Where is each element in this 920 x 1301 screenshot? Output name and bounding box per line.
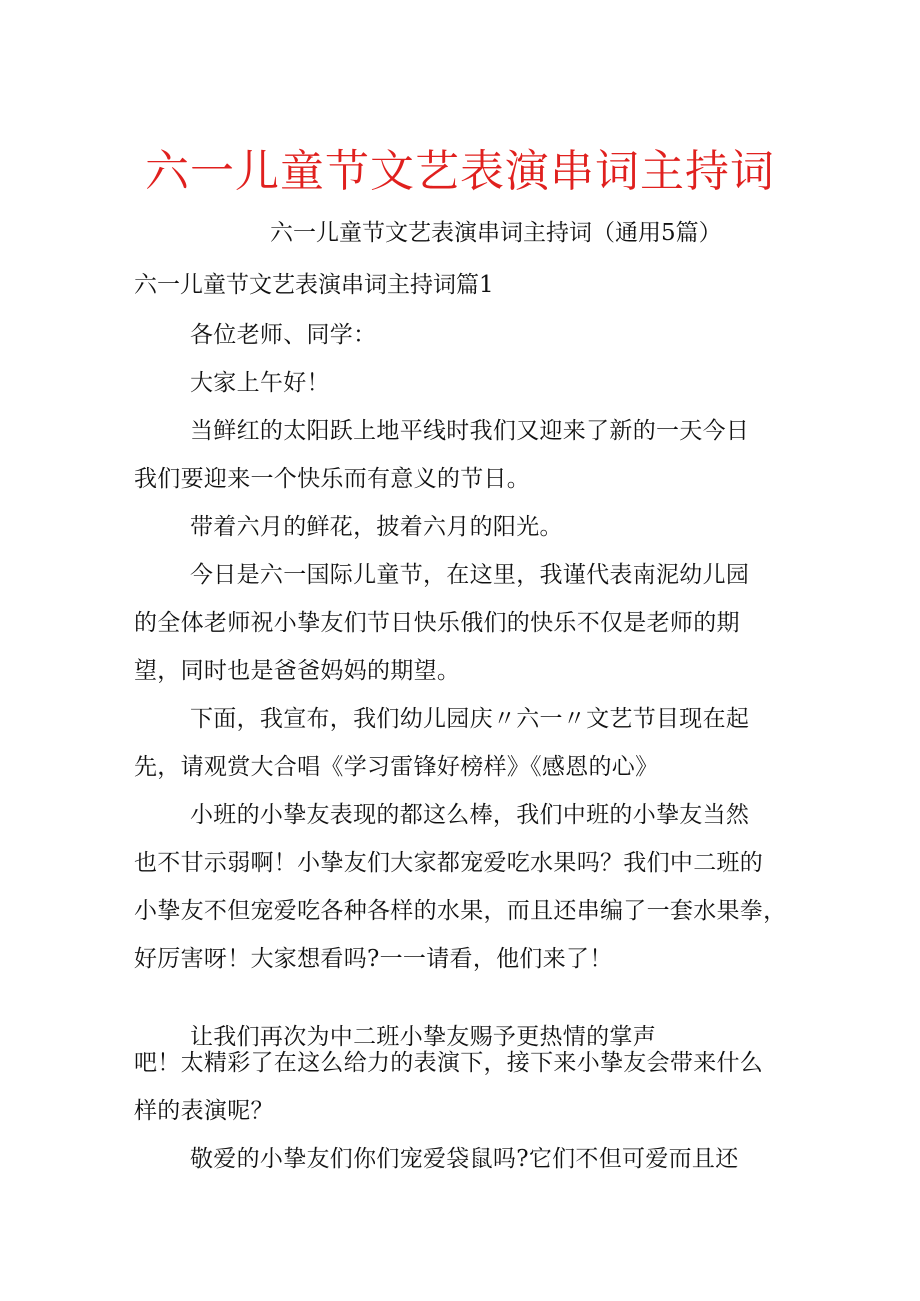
section-heading: 六一儿童节文艺表演串词主持词篇1 [134, 272, 494, 298]
paragraph-line: 望，同时也是爸爸妈妈的期望。 [134, 658, 461, 684]
paragraph-line: 大家上午好！ [190, 370, 330, 396]
paragraph-line: 我们要迎来一个快乐而有意义的节日。 [134, 466, 531, 492]
document-subtitle: 六一儿童节文艺表演串词主持词（通用5篇） [270, 220, 722, 246]
paragraph-line: 样的表演呢？ [134, 1098, 274, 1124]
paragraph-line: 带着六月的鲜花，披着六月的阳光。 [190, 514, 563, 540]
paragraph-line: 让我们再次为中二班小挚友赐予更热情的掌声 [190, 1024, 656, 1050]
paragraph-line: 小挚友不但宠爱吃各种各样的水果，而且还串编了一套水果拳， [134, 898, 787, 924]
paragraph-line: 小班的小挚友表现的都这么棒，我们中班的小挚友当然 [190, 802, 750, 828]
paragraph-line: 也不甘示弱啊！小挚友们大家都宠爱吃水果吗？我们中二班的 [134, 850, 764, 876]
paragraph-line: 当鲜红的太阳跃上地平线时我们又迎来了新的一天今日 [190, 418, 750, 444]
paragraph-line: 敬爱的小挚友们你们宠爱袋鼠吗?它们不但可爱而且还 [190, 1146, 739, 1172]
paragraph-line: 吧！太精彩了在这么给力的表演下，接下来小挚友会带来什么 [134, 1050, 764, 1076]
paragraph-line: 各位老师、同学： [190, 322, 377, 348]
paragraph-line: 今日是六一国际儿童节，在这里，我谨代表南泥幼儿园 [190, 562, 750, 588]
document-title: 六一儿童节文艺表演串词主持词 [145, 146, 775, 197]
paragraph-line: 下面，我宣布，我们幼儿园庆〃六一〃文艺节目现在起 [190, 706, 750, 732]
paragraph-line: 好厉害呀！大家想看吗?一一请看，他们来了！ [134, 946, 613, 972]
paragraph-line: 的全体老师祝小挚友们节日快乐俄们的快乐不仅是老师的期 [134, 610, 740, 636]
paragraph-line: 先，请观赏大合唱《学习雷锋好榜样》《感恩的心》 [134, 754, 659, 780]
